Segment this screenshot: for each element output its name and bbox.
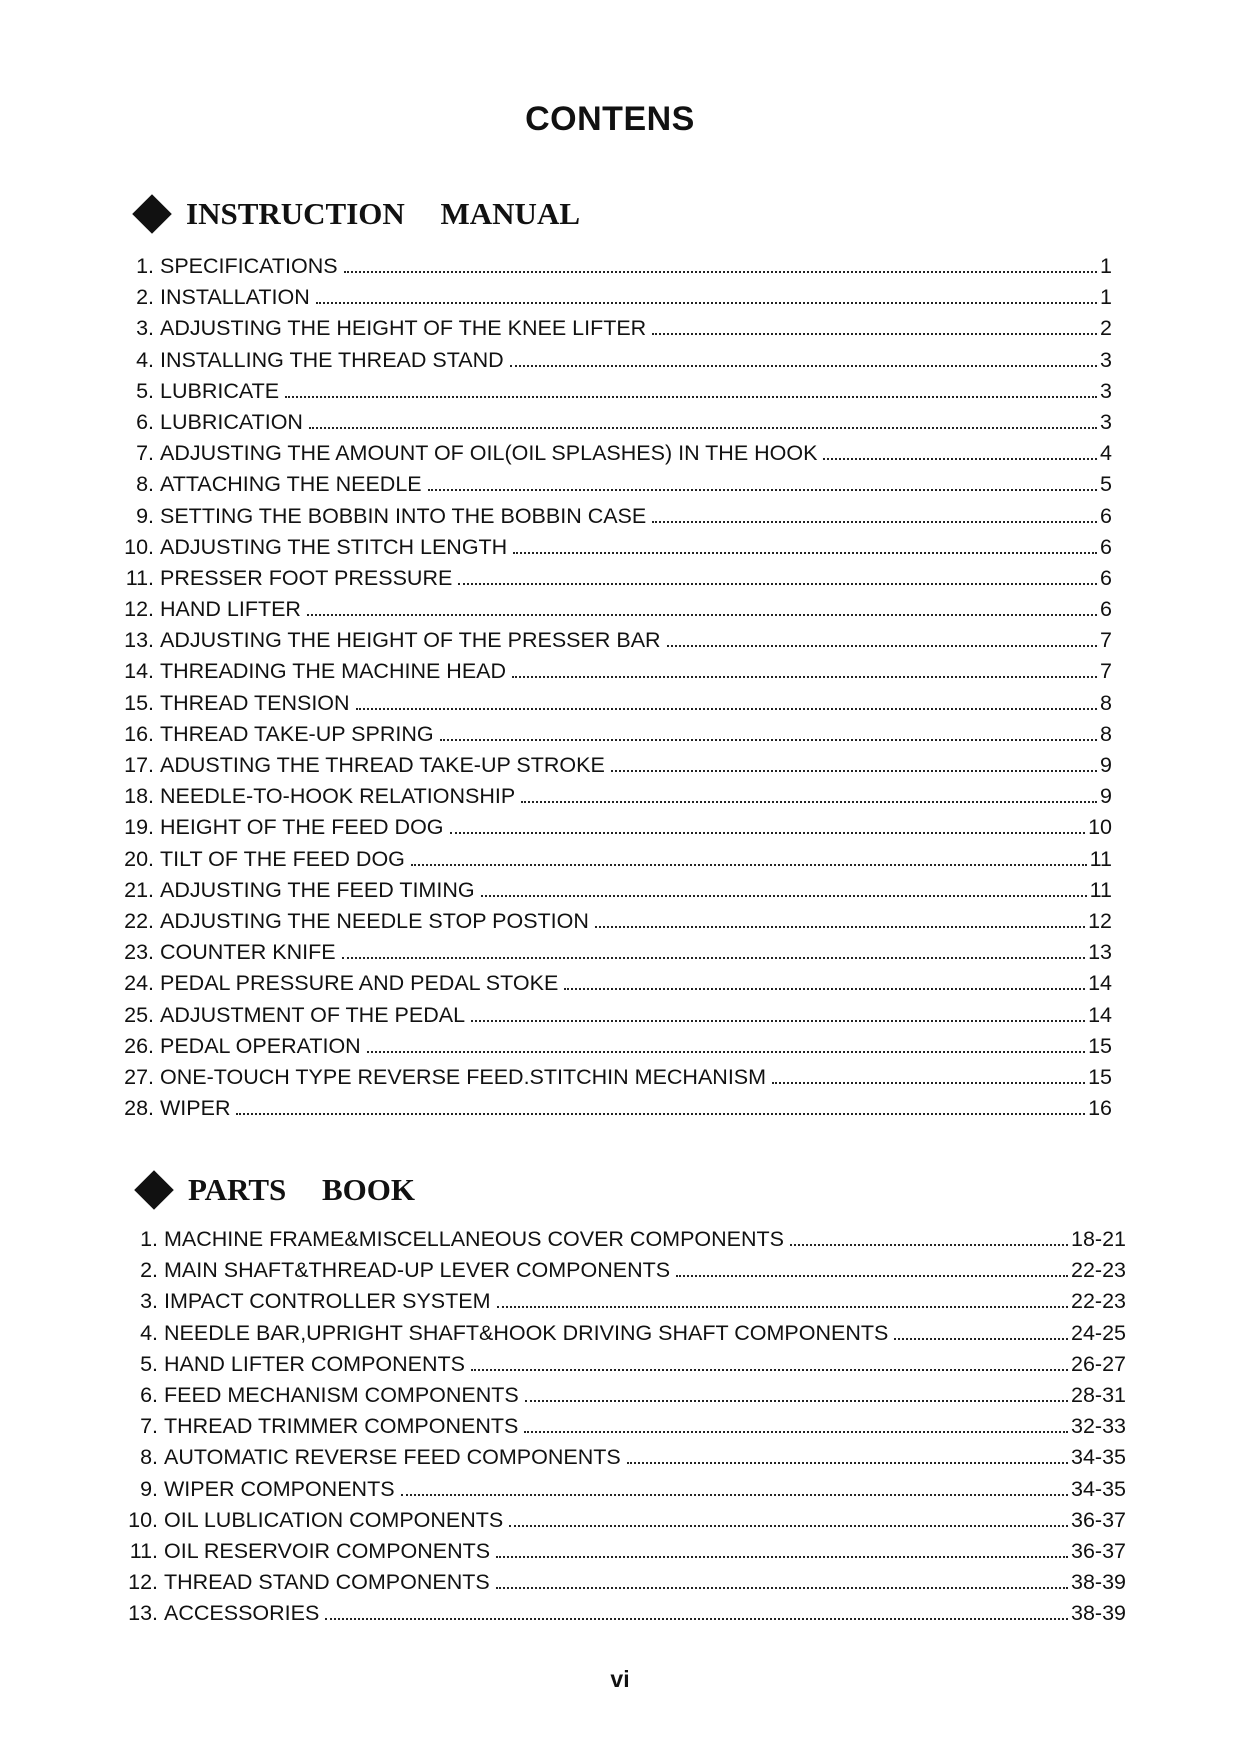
toc-entry-title: OIL RESERVOIR COMPONENTS	[164, 1538, 491, 1563]
toc-entry	[120, 1383, 1126, 1414]
toc-entry	[116, 628, 1112, 659]
toc-dot-leader	[307, 614, 1097, 616]
toc-entry-title: THREAD TENSION	[160, 690, 350, 715]
toc-entry	[116, 597, 1112, 628]
toc-entry	[116, 348, 1112, 379]
toc-dot-leader	[471, 1020, 1085, 1022]
toc-entry-number: 14.	[124, 659, 154, 684]
toc-dot-leader	[510, 365, 1097, 367]
toc-entry	[116, 379, 1112, 410]
toc-entry-page: 28-31	[1071, 1382, 1126, 1407]
toc-entry-number: 5.	[136, 378, 154, 403]
toc-entry-number: 11.	[125, 565, 154, 590]
toc-dot-leader	[309, 427, 1097, 429]
toc-entry	[116, 254, 1112, 285]
toc-entry-number: 4.	[136, 347, 154, 372]
toc-entry-number: 8.	[140, 1445, 158, 1470]
toc-entry-number: 27.	[124, 1064, 154, 1089]
toc-entry-title: HAND LIFTER COMPONENTS	[164, 1351, 466, 1376]
toc-dot-leader	[676, 1275, 1068, 1277]
parts-book-heading	[132, 1172, 415, 1208]
toc-entry	[120, 1352, 1126, 1383]
toc-entry-title: HEIGHT OF THE FEED DOG	[160, 815, 444, 840]
toc-entry	[116, 472, 1112, 503]
toc-entry-title: ADJUSTING THE HEIGHT OF THE KNEE LIFTER	[160, 316, 647, 341]
toc-entry-title: ATTACHING THE NEEDLE	[160, 472, 422, 497]
toc-entry-number: 11.	[129, 1538, 158, 1563]
toc-entry-page: 1	[1100, 254, 1112, 278]
instruction-manual-heading	[130, 196, 580, 232]
toc-entry-number: 5.	[140, 1351, 158, 1376]
toc-entry	[120, 1258, 1126, 1289]
toc-entry-page: 4	[1100, 441, 1112, 466]
toc-entry	[116, 971, 1112, 1002]
toc-entry-number: 18.	[124, 784, 154, 809]
toc-entry	[120, 1570, 1126, 1601]
toc-entry	[120, 1539, 1126, 1570]
toc-entry	[116, 815, 1112, 846]
toc-entry-title: AUTOMATIC REVERSE FEED COMPONENTS	[164, 1445, 621, 1470]
toc-entry-number: 21.	[124, 877, 154, 902]
toc-entry-title: TILT OF THE FEED DOG	[160, 846, 405, 871]
toc-dot-leader	[458, 583, 1097, 585]
toc-entry-page: 6	[1100, 534, 1112, 559]
toc-dot-leader	[236, 1113, 1085, 1115]
toc-entry-number: 22.	[124, 908, 154, 933]
toc-entry-title: HAND LIFTER	[160, 597, 301, 622]
toc-entry-page: 22-23	[1071, 1258, 1126, 1283]
toc-entry-title: PEDAL OPERATION	[160, 1033, 361, 1058]
toc-dot-leader	[627, 1462, 1068, 1464]
toc-entry-page: 8	[1100, 721, 1112, 746]
toc-entry-number: 6.	[140, 1382, 158, 1407]
page-title: CONTENS	[525, 100, 695, 138]
toc-entry-page: 15	[1088, 1033, 1112, 1058]
toc-entry-number: 25.	[124, 1002, 154, 1027]
toc-entry-page: 6	[1100, 597, 1112, 622]
toc-entry-number: 1.	[136, 254, 154, 278]
toc-entry-number: 9.	[140, 1476, 158, 1501]
toc-dot-leader	[497, 1306, 1068, 1308]
toc-entry-number: 2.	[136, 285, 154, 310]
toc-entry-page: 9	[1100, 784, 1112, 809]
toc-entry	[120, 1321, 1126, 1352]
toc-entry	[116, 285, 1112, 316]
toc-entry	[120, 1445, 1126, 1476]
toc-dot-leader	[428, 489, 1097, 491]
toc-dot-leader	[496, 1556, 1068, 1558]
toc-dot-leader	[790, 1244, 1068, 1246]
toc-entry	[116, 1003, 1112, 1034]
toc-entry-number: 20.	[124, 846, 154, 871]
toc-entry-title: NEEDLE BAR,UPRIGHT SHAFT&HOOK DRIVING SHAFT COMPONENTS	[164, 1320, 889, 1345]
toc-entry	[120, 1289, 1126, 1320]
toc-dot-leader	[512, 676, 1097, 678]
toc-entry-number: 6.	[136, 409, 154, 434]
toc-entry-number: 10.	[128, 1507, 158, 1532]
toc-entry-page: 32-33	[1071, 1414, 1126, 1439]
toc-dot-leader	[521, 801, 1097, 803]
toc-entry-page: 14	[1088, 971, 1112, 996]
toc-entry-page: 6	[1100, 503, 1112, 528]
toc-entry	[120, 1508, 1126, 1539]
toc-entry-title: IMPACT CONTROLLER SYSTEM	[164, 1289, 491, 1314]
toc-entry-number: 9.	[136, 503, 154, 528]
toc-entry	[120, 1477, 1126, 1508]
parts-book-toc	[120, 1227, 1126, 1632]
toc-entry-page: 3	[1100, 378, 1112, 403]
toc-dot-leader	[401, 1494, 1068, 1496]
toc-entry	[116, 535, 1112, 566]
toc-entry-title: ADUSTING THE THREAD TAKE-UP STROKE	[160, 753, 605, 777]
toc-entry-number: 24.	[124, 971, 154, 996]
toc-entry-page: 34-35	[1071, 1445, 1126, 1470]
toc-dot-leader	[667, 645, 1097, 647]
toc-entry-title: MACHINE FRAME&MISCELLANEOUS COVER COMPONENTS	[164, 1227, 785, 1251]
toc-entry	[116, 316, 1112, 347]
toc-entry	[120, 1601, 1126, 1632]
toc-entry-page: 6	[1100, 565, 1112, 590]
toc-entry-number: 28.	[124, 1096, 154, 1121]
toc-dot-leader	[525, 1400, 1068, 1402]
toc-entry-number: 4.	[140, 1320, 158, 1345]
toc-entry-title: PEDAL PRESSURE AND PEDAL STOKE	[160, 971, 559, 996]
toc-entry	[116, 1065, 1112, 1096]
toc-dot-leader	[652, 521, 1097, 523]
toc-entry-page: 16	[1088, 1096, 1112, 1121]
toc-dot-leader	[344, 271, 1097, 273]
toc-entry	[120, 1227, 1126, 1258]
toc-entry-title: SPECIFICATIONS	[160, 254, 338, 278]
toc-entry-title: LUBRICATION	[160, 409, 303, 434]
toc-entry	[116, 1096, 1112, 1127]
toc-entry-page: 24-25	[1071, 1320, 1126, 1345]
toc-entry-page: 26-27	[1071, 1351, 1126, 1376]
toc-entry	[116, 909, 1112, 940]
toc-entry	[116, 659, 1112, 690]
toc-dot-leader	[772, 1082, 1085, 1084]
page-number: vi	[610, 1666, 630, 1692]
toc-entry-title: THREAD STAND COMPONENTS	[164, 1570, 490, 1595]
toc-entry-title: ADJUSTING THE HEIGHT OF THE PRESSER BAR	[160, 628, 661, 653]
toc-dot-leader	[513, 552, 1097, 554]
toc-entry-number: 7.	[136, 441, 154, 466]
toc-entry-title: NEEDLE-TO-HOOK RELATIONSHIP	[160, 784, 516, 809]
toc-entry-page: 3	[1100, 409, 1112, 434]
toc-entry-page: 22-23	[1071, 1289, 1126, 1314]
toc-entry-page: 36-37	[1071, 1538, 1126, 1563]
toc-entry-title: FEED MECHANISM COMPONENTS	[164, 1382, 519, 1407]
toc-entry-page: 10	[1088, 815, 1112, 840]
toc-entry-number: 23.	[124, 940, 154, 965]
toc-dot-leader	[411, 864, 1087, 866]
toc-entry-number: 10.	[124, 534, 154, 559]
toc-entry-number: 19.	[124, 815, 154, 840]
toc-dot-leader	[894, 1338, 1068, 1340]
toc-dot-leader	[652, 333, 1097, 335]
toc-entry-page: 12	[1088, 908, 1112, 933]
toc-entry-page: 9	[1100, 753, 1112, 777]
toc-dot-leader	[595, 926, 1085, 928]
toc-entry-title: ADJUSTING THE AMOUNT OF OIL(OIL SPLASHES) IN THE HOOK	[160, 441, 818, 466]
toc-entry-number: 3.	[140, 1289, 158, 1314]
toc-entry-page: 11	[1089, 846, 1112, 871]
toc-dot-leader	[356, 708, 1097, 710]
section-heading-text: INSTRUCTION MANUAL	[186, 196, 581, 231]
toc-entry	[116, 410, 1112, 441]
toc-entry-number: 13.	[128, 1601, 158, 1626]
toc-entry-title: THREAD TRIMMER COMPONENTS	[164, 1414, 519, 1439]
toc-entry-page: 34-35	[1071, 1476, 1126, 1501]
toc-entry-page: 2	[1100, 316, 1112, 341]
toc-dot-leader	[611, 770, 1097, 772]
toc-entry	[116, 940, 1112, 971]
toc-entry-page: 7	[1100, 659, 1112, 684]
toc-entry-title: ADJUSTING THE NEEDLE STOP POSTION	[160, 908, 589, 933]
toc-entry	[116, 847, 1112, 878]
toc-entry-page: 3	[1100, 347, 1112, 372]
toc-entry-title: ADJUSTING THE FEED TIMING	[160, 877, 475, 902]
toc-entry-number: 16.	[124, 721, 154, 746]
toc-entry-title: COUNTER KNIFE	[160, 940, 336, 965]
toc-entry-page: 8	[1100, 690, 1112, 715]
toc-entry-page: 15	[1088, 1064, 1112, 1089]
toc-entry-number: 17.	[124, 753, 154, 777]
toc-entry-page: 11	[1089, 877, 1112, 902]
toc-entry-title: INSTALLATION	[160, 285, 310, 310]
toc-entry-number: 26.	[124, 1033, 154, 1058]
toc-dot-leader	[440, 739, 1097, 741]
toc-entry-page: 1	[1100, 285, 1112, 310]
toc-dot-leader	[823, 458, 1097, 460]
toc-entry-page: 13	[1088, 940, 1112, 965]
toc-dot-leader	[524, 1431, 1068, 1433]
toc-entry-title: ACCESSORIES	[164, 1601, 320, 1626]
toc-dot-leader	[316, 302, 1097, 304]
toc-entry-number: 12.	[128, 1570, 158, 1595]
toc-entry-title: OIL LUBLICATION COMPONENTS	[164, 1507, 504, 1532]
toc-entry	[116, 504, 1112, 535]
toc-entry-number: 1.	[140, 1227, 158, 1251]
toc-entry-number: 12.	[124, 597, 154, 622]
toc-dot-leader	[285, 396, 1097, 398]
toc-dot-leader	[342, 957, 1085, 959]
toc-dot-leader	[564, 988, 1085, 990]
instruction-manual-toc	[116, 254, 1112, 1127]
toc-entry-page: 18-21	[1071, 1227, 1126, 1251]
toc-entry	[116, 691, 1112, 722]
toc-entry-number: 15.	[124, 690, 154, 715]
toc-entry-title: LUBRICATE	[160, 378, 280, 403]
section-heading-text: PARTS BOOK	[188, 1172, 416, 1207]
toc-dot-leader	[481, 895, 1087, 897]
toc-entry-page: 7	[1100, 628, 1112, 653]
toc-entry-title: INSTALLING THE THREAD STAND	[160, 347, 504, 372]
toc-entry-title: MAIN SHAFT&THREAD-UP LEVER COMPONENTS	[164, 1258, 671, 1283]
toc-entry	[116, 722, 1112, 753]
toc-entry	[116, 753, 1112, 784]
toc-entry	[116, 878, 1112, 909]
toc-entry-number: 3.	[136, 316, 154, 341]
toc-entry-title: PRESSER FOOT PRESSURE	[160, 565, 453, 590]
toc-entry-title: THREAD TAKE-UP SPRING	[160, 721, 434, 746]
toc-entry-number: 7.	[140, 1414, 158, 1439]
toc-entry-title: THREADING THE MACHINE HEAD	[160, 659, 507, 684]
toc-entry-page: 5	[1100, 472, 1112, 497]
diamond-bullet-icon	[132, 194, 172, 234]
toc-entry-title: WIPER	[160, 1096, 231, 1121]
toc-entry	[116, 784, 1112, 815]
toc-entry-title: ADJUSTMENT OF THE PEDAL	[160, 1002, 466, 1027]
toc-entry-title: SETTING THE BOBBIN INTO THE BOBBIN CASE	[160, 503, 647, 528]
toc-entry-page: 14	[1088, 1002, 1112, 1027]
toc-dot-leader	[325, 1618, 1068, 1620]
toc-dot-leader	[509, 1525, 1068, 1527]
toc-entry	[120, 1414, 1126, 1445]
toc-entry-number: 8.	[136, 472, 154, 497]
toc-entry	[116, 566, 1112, 597]
toc-dot-leader	[367, 1051, 1085, 1053]
toc-entry-title: ADJUSTING THE STITCH LENGTH	[160, 534, 508, 559]
toc-entry	[116, 441, 1112, 472]
toc-entry-title: ONE-TOUCH TYPE REVERSE FEED.STITCHIN MECHANISM	[160, 1064, 767, 1089]
toc-entry-number: 13.	[124, 628, 154, 653]
toc-entry-title: WIPER COMPONENTS	[164, 1476, 395, 1501]
toc-entry-page: 38-39	[1071, 1601, 1126, 1626]
toc-dot-leader	[496, 1587, 1068, 1589]
toc-dot-leader	[450, 832, 1086, 834]
toc-dot-leader	[471, 1369, 1068, 1371]
toc-entry-number: 2.	[140, 1258, 158, 1283]
toc-entry-page: 38-39	[1071, 1570, 1126, 1595]
toc-entry	[116, 1034, 1112, 1065]
diamond-bullet-icon	[134, 1170, 174, 1210]
toc-entry-page: 36-37	[1071, 1507, 1126, 1532]
